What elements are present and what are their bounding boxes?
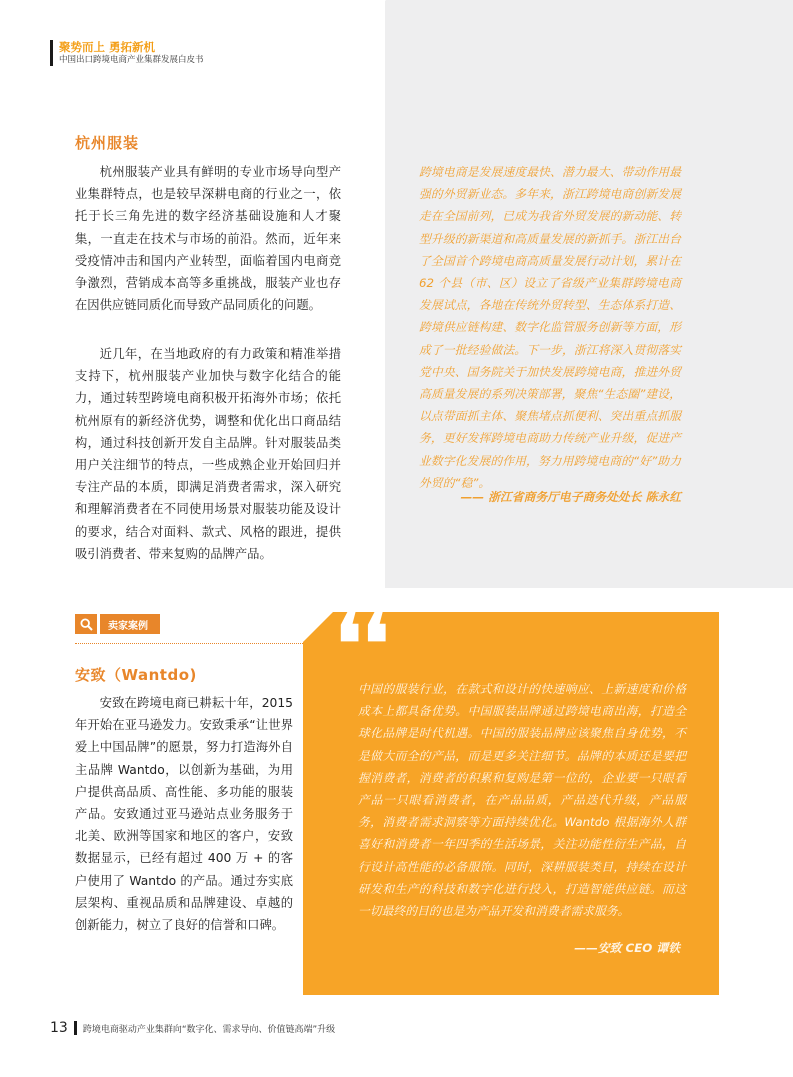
- footer-text: 跨境电商驱动产业集群向“数字化、需求导向、价值链高端”升级: [82, 1024, 336, 1035]
- ceo-quote: 中国的服装行业，在款式和设计的快速响应、上新速度和价格成本上都具备优势。中国服装品牌通过跨境电商出海，打造全球化品牌是时代机遇。中国的服装品牌应该聚焦自身优势，不是做大而全的产品，而是更多关注细节。品牌的本质还是要把握消费者，消费者的积累和复购是第一位的，企业要一只眼看产品一只眼看消费者，在产品品质，产品迭代升级，产品服务，消费者需求洞察等方面持续优化。Wantdo 根据海外人群喜好和消费者一年四季的生活场景，关注功能性衍生产品，自行设计高性能的必备服饰。同时，深耕服装类目，持续在设计研发和生产的科技和数字化进行投入，打造智能供应链。而这一切最终的目的也是为产品开发和消费者需求服务。: [358, 682, 686, 919]
- page-footer: [50, 1020, 335, 1036]
- case-divider: [75, 643, 307, 644]
- header-subtitle: 中国出口跨境电商产业集群发展白皮书: [59, 55, 204, 65]
- case-tag-label: 卖家案例: [100, 614, 160, 634]
- running-header: [50, 40, 204, 66]
- section-title: 杭州服装: [75, 134, 140, 152]
- official-quote-signature: —— 浙江省商务厅电子商务处处长 陈永红: [460, 490, 681, 504]
- ceo-quote-corner-cut: [303, 612, 333, 642]
- panel-corner-cut: [330, 0, 386, 56]
- ceo-quote-signature: ——安致 CEO 谭铁: [574, 941, 680, 955]
- section-paragraph-2: 近几年，在当地政府的有力政策和精准举措支持下，杭州服装产业加快与数字化结合的能力，通过转型跨境电商积极开拓海外市场；依托杭州原有的新经济优势，调整和优化出口商品结构，通过科技创新开发自主品牌。针对服装品类用户关注细节的特点，一些成熟企业开始回归并专注产品的本质，即满足消费者需求，深入研究和理解消费者在不同使用场景对服装功能及设计的要求，结合对面料、款式、风格的跟进，提供吸引消费者、带来复购的品牌产品。: [75, 347, 341, 561]
- page-number: 13: [50, 1020, 68, 1036]
- official-quote: 跨境电商是发展速度最快、潜力最大、带动作用最强的外贸新业态。多年来，浙江跨境电商创新发展走在全国前列，已成为我省外贸发展的新动能、转型升级的新渠道和高质量发展的新抓手。浙江出台了全国首个跨境电商高质量发展行动计划，累计在 62 个县（市、区）设立了省级产业集群跨境电商发展试点，各地在传统外贸转型、生态体系打造、跨境供应链构建、数字化监管服务创新等方面，形成了一批经验做法。下一步，浙江将深入贯彻落实党中央、国务院关于加快发展跨境电商，推进外贸高质量发展的系列决策部署，聚焦“生态圈”建设，以点带面抓主体、聚焦堵点抓便利、突出重点抓服务，更好发挥跨境电商助力传统产业升级，促进产业数字化发展的作用，努力用跨境电商的“好”助力外贸的“稳”。: [419, 165, 681, 490]
- footer-divider: [74, 1021, 77, 1035]
- quote-mark-icon: ❛❛: [335, 594, 390, 693]
- magnifier-icon: [75, 614, 97, 634]
- case-tag: [75, 614, 160, 634]
- brand-paragraph: 安致在跨境电商已耕耘十年，2015 年开始在亚马逊发力。安致秉承“让世界爱上中国品牌”的愿景，努力打造海外自主品牌 Wantdo，以创新为基础，为用户提供高品质、高性能、多功能的服装产品。安致通过亚马逊站点业务服务于北美、欧洲等国家和地区的客户，安致数据显示，已经有超过 400 万 + 的客户使用了 Wantdo 的产品。通过夯实底层架构、重视品质和品牌建设、卓越的创新能力，树立了良好的信誉和口碑。: [75, 696, 293, 933]
- header-title: 聚势而上 勇拓新机: [59, 40, 156, 54]
- brand-title: 安致（Wantdo): [75, 666, 197, 684]
- section-paragraph-1: 杭州服装产业具有鲜明的专业市场导向型产业集群特点，也是较早深耕电商的行业之一，依托于长三角先进的数字经济基础设施和人才聚集，一直走在技术与市场的前沿。然而，近年来受疫情冲击和国内产业转型，面临着国内电商竞争激烈，营销成本高等多重挑战，服装产业也存在因供应链同质化而导致产品同质化的问题。: [75, 165, 341, 313]
